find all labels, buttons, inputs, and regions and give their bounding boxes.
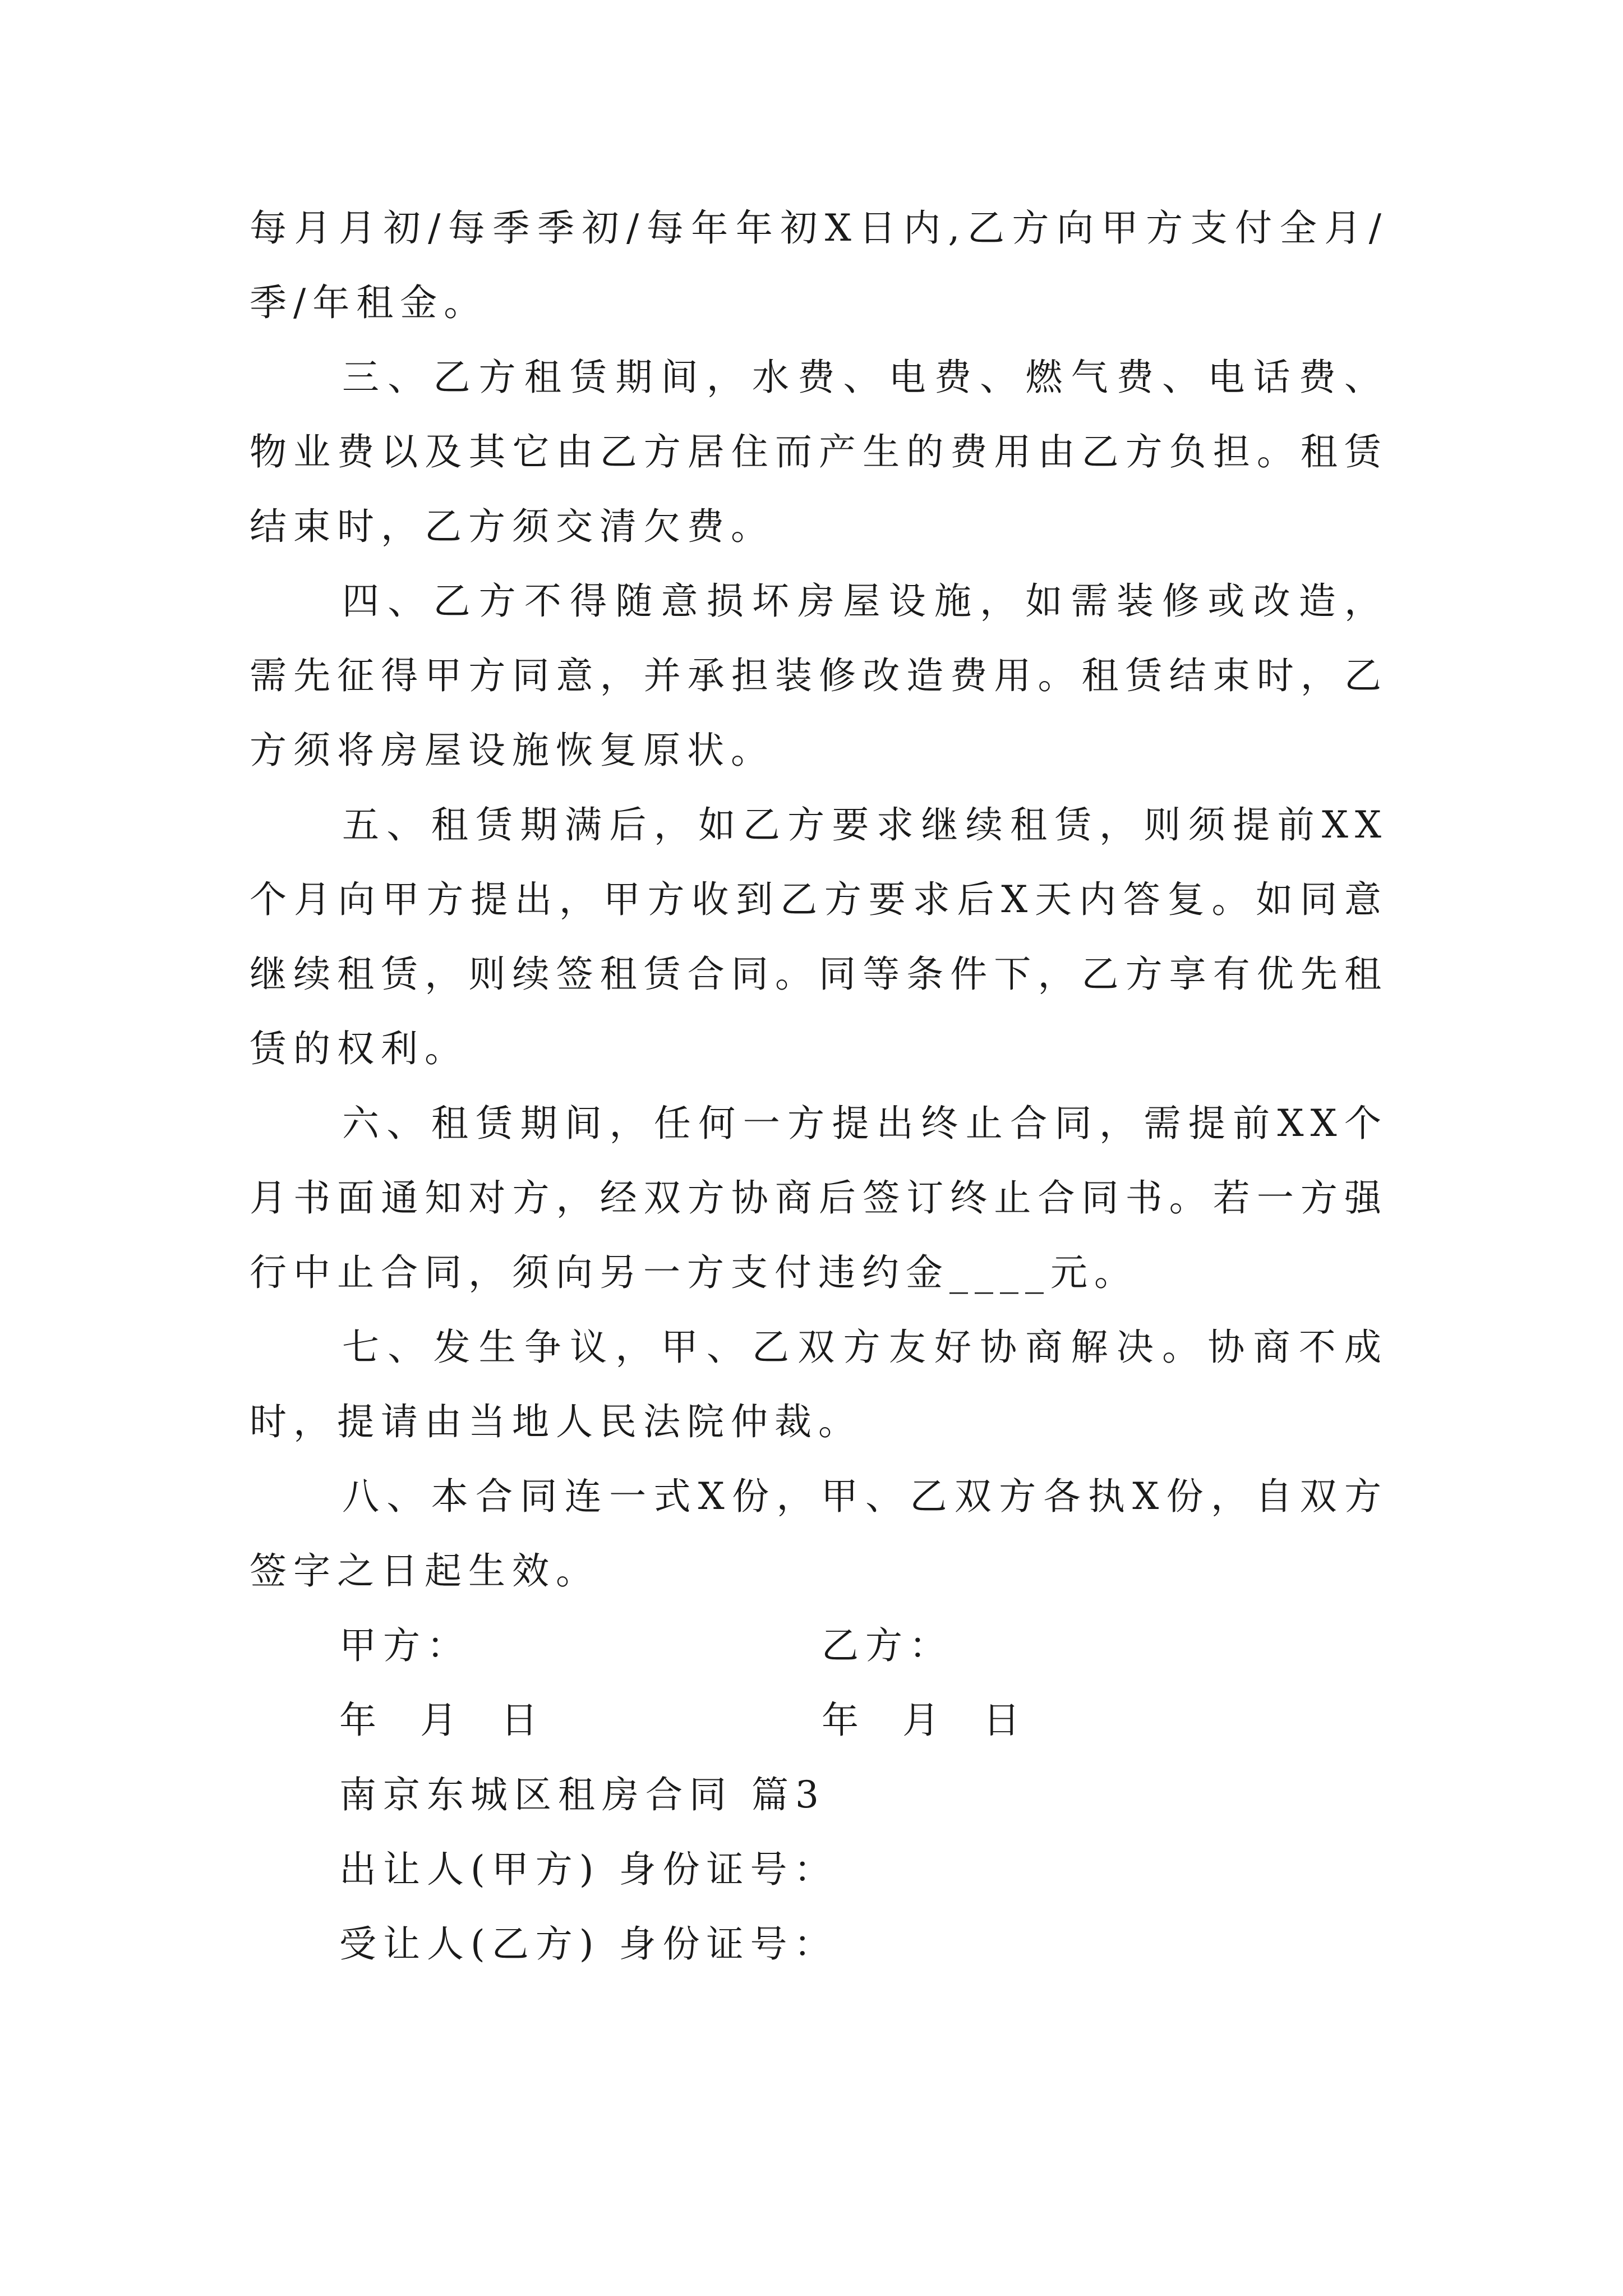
signature-row <box>250 1608 1388 1683</box>
party-b-label: 乙方： <box>822 1624 953 1667</box>
date-party-b: 年 月 日 <box>822 1699 1027 1742</box>
transferor-line: 出让人(甲方) 身份证号： <box>339 1848 838 1891</box>
date-party-a: 年 月 日 <box>339 1699 545 1742</box>
date-row <box>250 1683 1388 1757</box>
paragraph-clause-6: 六、租赁期间，任何一方提出终止合同，需提前XX个月书面通知对方，经双方协商后签订终止合同书。若一方强行中止合同，须向另一方支付违约金____元。 <box>250 1102 1388 1294</box>
section-title: 南京东城区租房合同 篇3 <box>339 1773 826 1816</box>
paragraph-clause-5: 五、租赁期满后，如乙方要求继续租赁，则须提前XX个月向甲方提出，甲方收到乙方要求后X天内答复。如同意继续租赁，则续签租赁合同。同等条件下，乙方享有优先租赁的权利。 <box>250 803 1388 1070</box>
paragraph-clause-8: 八、本合同连一式X份，甲、乙双方各执X份，自双方签字之日起生效。 <box>250 1475 1388 1593</box>
paragraph-clause-4: 四、乙方不得随意损坏房屋设施，如需装修或改造，需先征得甲方同意，并承担装修改造费用。租赁结束时，乙方须将房屋设施恢复原状。 <box>250 579 1388 772</box>
paragraph-clause-7: 七、发生争议，甲、乙双方友好协商解决。协商不成时，提请由当地人民法院仲裁。 <box>250 1326 1388 1443</box>
party-a-label: 甲方： <box>339 1624 471 1667</box>
paragraph-rent-payment: 每月月初/每季季初/每年年初X日内,乙方向甲方支付全月/季/年租金。 <box>250 206 1388 324</box>
paragraph-clause-3: 三、乙方租赁期间，水费、电费、燃气费、电话费、物业费以及其它由乙方居住而产生的费用由乙方负担。租赁结束时，乙方须交清欠费。 <box>250 356 1388 548</box>
transferee-line: 受让人(乙方) 身份证号： <box>339 1922 838 1966</box>
document-page <box>250 191 1388 1981</box>
